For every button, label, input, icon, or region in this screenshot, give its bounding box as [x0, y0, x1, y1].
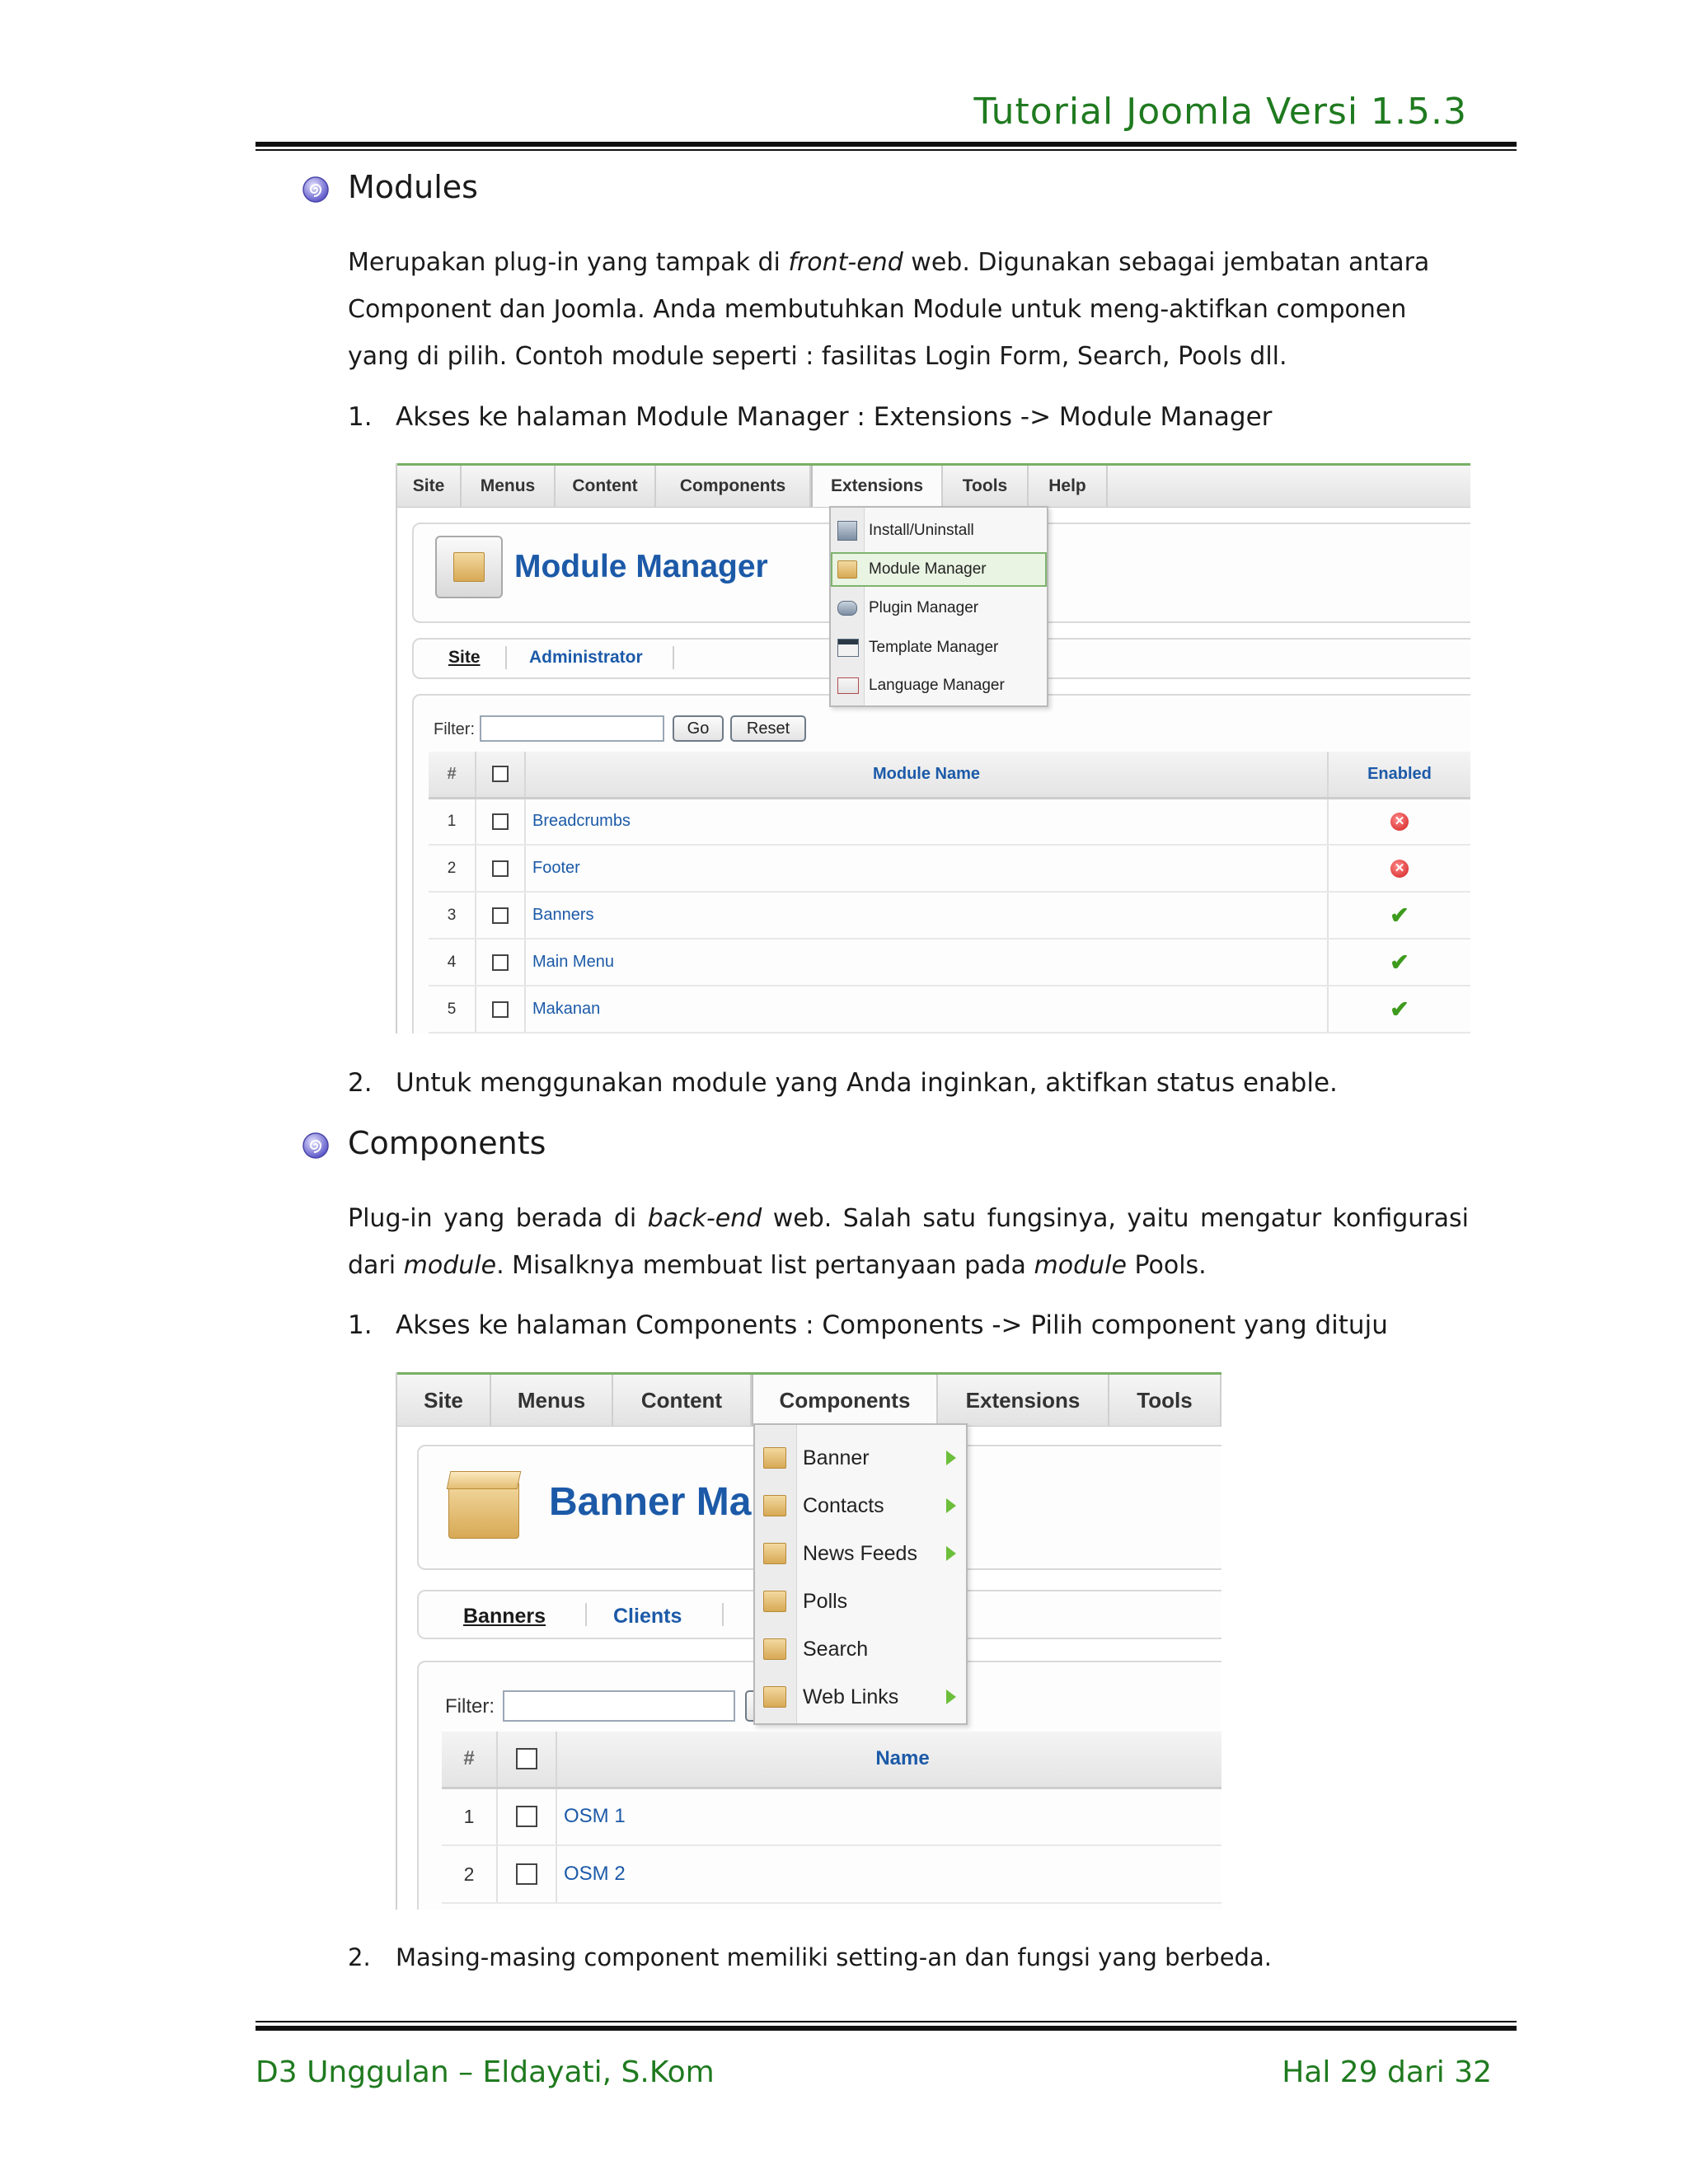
modules-table	[429, 752, 1470, 1033]
page-title: Module Manager	[514, 549, 768, 584]
modules-para-emphasis: front-end	[788, 248, 903, 277]
select-all-checkbox[interactable]	[516, 1748, 537, 1769]
submenu-arrow-icon	[946, 1498, 956, 1513]
subtab-divider	[722, 1603, 724, 1626]
disabled-x-icon[interactable]: ✕	[1390, 860, 1409, 878]
row-checkbox[interactable]	[492, 813, 509, 830]
banner-icon	[763, 1447, 786, 1469]
modules-para-text-2: web. Digunakan sebagai jembatan antara Component dan Joomla. Anda membutuhkan Module untuk meng-aktifkan componen yang di pilih. Contoh module seperti : fasilitas Login Form, Search, Pools dll.	[348, 248, 1430, 371]
footer-page-number: Hal 29 dari 32	[1282, 2055, 1492, 2089]
modules-para-text-1: Merupakan plug-in yang tampak di	[348, 248, 789, 277]
install-icon	[837, 521, 857, 541]
table-row	[442, 1845, 1221, 1903]
submenu-arrow-icon	[946, 1690, 956, 1704]
menu-components[interactable]: Components	[752, 1375, 938, 1426]
table-row	[429, 986, 1470, 1033]
filter-input[interactable]	[503, 1690, 735, 1722]
components-heading: Components	[348, 1125, 546, 1161]
banner-box-icon	[443, 1463, 523, 1542]
menu-tools[interactable]: Tools	[943, 466, 1029, 507]
dropdown-item-web-links[interactable]: Web Links	[755, 1675, 966, 1718]
components-para-emphasis-1: back-end	[647, 1204, 762, 1233]
dropdown-item-polls[interactable]: Polls	[755, 1580, 966, 1623]
col-enabled[interactable]: Enabled	[1328, 752, 1470, 798]
menu-site[interactable]: Site	[397, 1375, 491, 1426]
menu-extensions[interactable]: Extensions	[811, 466, 943, 507]
module-name-link[interactable]: Main Menu	[525, 939, 1328, 986]
row-checkbox[interactable]	[516, 1863, 537, 1885]
dropdown-item-template-manager[interactable]: Template Manager	[831, 631, 1047, 664]
col-number: #	[429, 752, 476, 798]
disabled-x-icon[interactable]: ✕	[1390, 813, 1409, 831]
dropdown-item-plugin-manager[interactable]: Plugin Manager	[831, 592, 1047, 625]
row-number: 3	[429, 892, 476, 939]
module-name-link[interactable]: Breadcrumbs	[525, 798, 1328, 845]
language-icon	[837, 677, 859, 694]
menu-menus[interactable]: Menus	[462, 466, 556, 507]
row-number: 5	[429, 986, 476, 1033]
menu-site[interactable]: Site	[397, 466, 462, 507]
dropdown-item-install-uninstall[interactable]: Install/Uninstall	[831, 514, 1047, 547]
subtab-banners[interactable]: Banners	[463, 1605, 546, 1628]
row-number: 1	[442, 1788, 497, 1845]
components-para-emphasis-3: module	[1034, 1251, 1127, 1280]
header-rule-thick	[256, 142, 1517, 147]
row-number: 2	[442, 1845, 497, 1903]
contacts-icon	[763, 1495, 786, 1516]
row-number: 4	[429, 939, 476, 986]
module-name-link[interactable]: Banners	[525, 892, 1328, 939]
news-feeds-icon	[763, 1543, 786, 1564]
dropdown-item-banner[interactable]: Banner	[755, 1436, 966, 1479]
filter-label: Filter:	[445, 1695, 495, 1718]
footer-author: D3 Unggulan – Eldayati, S.Kom	[256, 2055, 715, 2089]
admin-menubar	[397, 463, 1470, 508]
module-manager-icon	[435, 536, 503, 598]
row-checkbox[interactable]	[516, 1806, 537, 1827]
components-para-text-1: Plug-in yang berada di	[348, 1204, 648, 1233]
menu-menus[interactable]: Menus	[491, 1375, 613, 1426]
row-number: 1	[429, 798, 476, 845]
dropdown-item-search[interactable]: Search	[755, 1628, 966, 1671]
components-para-text-2: web. Salah satu fungsinya, yaitu mengatur konfigurasi dari	[348, 1204, 1469, 1280]
menu-tools[interactable]: Tools	[1109, 1375, 1221, 1426]
components-dropdown	[753, 1423, 968, 1725]
search-icon	[763, 1638, 786, 1660]
step-number: 1.	[348, 1310, 373, 1340]
menu-help[interactable]: Help	[1029, 466, 1108, 507]
step-text: Akses ke halaman Module Manager : Extensions -> Module Manager	[396, 402, 1273, 432]
go-button[interactable]: Go	[673, 715, 724, 742]
step-text: Untuk menggunakan module yang Anda inginkan, aktifkan status enable.	[396, 1068, 1338, 1098]
dropdown-item-news-feeds[interactable]: News Feeds	[755, 1532, 966, 1575]
dropdown-item-language-manager[interactable]: Language Manager	[831, 669, 1047, 702]
table-row	[429, 798, 1470, 845]
row-checkbox[interactable]	[492, 954, 509, 971]
modules-heading: Modules	[348, 169, 478, 205]
reset-button[interactable]: Reset	[730, 715, 806, 742]
menu-components[interactable]: Components	[656, 466, 811, 507]
table-row	[442, 1788, 1221, 1845]
components-screenshot	[396, 1372, 1221, 1910]
module-icon	[837, 560, 857, 579]
col-number: #	[442, 1732, 497, 1788]
spiral-bullet-icon	[302, 1132, 330, 1160]
row-checkbox[interactable]	[492, 860, 509, 877]
plugin-icon	[837, 601, 857, 616]
subtab-divider	[505, 646, 507, 669]
dropdown-item-module-manager[interactable]: Module Manager	[831, 552, 1047, 587]
filter-label: Filter:	[434, 720, 475, 738]
subtab-site[interactable]: Site	[448, 648, 481, 667]
spiral-bullet-icon	[302, 176, 330, 204]
footer-rule-thin	[256, 2021, 1517, 2022]
row-checkbox[interactable]	[492, 907, 509, 924]
subtab-administrator[interactable]: Administrator	[529, 648, 643, 667]
step-text: Masing-masing component memiliki setting-an dan fungsi yang berbeda.	[396, 1943, 1272, 1971]
menu-extensions[interactable]: Extensions	[938, 1375, 1109, 1426]
submenu-arrow-icon	[946, 1546, 956, 1561]
enabled-check-icon[interactable]: ✔	[1390, 949, 1409, 975]
col-select-all[interactable]	[497, 1732, 556, 1788]
admin-menubar	[397, 1372, 1221, 1427]
table-row	[429, 845, 1470, 892]
row-checkbox[interactable]	[492, 1001, 509, 1018]
step-text: Akses ke halaman Components : Components -> Pilih component yang dituju	[396, 1310, 1388, 1340]
components-para-emphasis-2: module	[403, 1251, 497, 1280]
col-select-all[interactable]	[476, 752, 525, 798]
filter-input[interactable]	[480, 715, 664, 742]
polls-icon	[763, 1591, 786, 1612]
modules-paragraph	[348, 239, 1469, 380]
table-row	[429, 939, 1470, 986]
col-module-name[interactable]: Module Name	[525, 752, 1328, 798]
module-name-link[interactable]: Makanan	[525, 986, 1328, 1033]
page-title: Banner Ma	[549, 1480, 752, 1524]
enabled-check-icon[interactable]: ✔	[1390, 996, 1409, 1022]
footer-rule-thick	[256, 2026, 1517, 2031]
header-rule-thin	[256, 149, 1517, 151]
template-icon	[837, 639, 859, 657]
row-number: 2	[429, 845, 476, 892]
banner-name-link[interactable]: OSM 2	[556, 1845, 1221, 1903]
step-number: 1.	[348, 402, 373, 432]
dropdown-item-contacts[interactable]: Contacts	[755, 1484, 966, 1527]
page-header-title: Tutorial Joomla Versi 1.5.3	[973, 91, 1467, 133]
banner-name-link[interactable]: OSM 1	[556, 1788, 1221, 1845]
components-para-text-3: . Misalknya membuat list pertanyaan pada	[496, 1251, 1034, 1280]
components-para-text-4: Pools.	[1126, 1251, 1207, 1280]
components-paragraph	[348, 1195, 1469, 1289]
menu-content[interactable]: Content	[613, 1375, 752, 1426]
step-number: 2.	[348, 1943, 371, 1971]
select-all-checkbox[interactable]	[492, 766, 509, 782]
banners-table	[442, 1732, 1221, 1904]
table-row	[429, 892, 1470, 939]
enabled-check-icon[interactable]: ✔	[1390, 902, 1409, 928]
module-name-link[interactable]: Footer	[525, 845, 1328, 892]
module-manager-screenshot	[396, 463, 1470, 1033]
step-number: 2.	[348, 1068, 373, 1098]
web-links-icon	[763, 1686, 786, 1708]
submenu-arrow-icon	[946, 1451, 956, 1465]
subtab-divider	[585, 1603, 587, 1626]
extensions-dropdown	[829, 506, 1048, 707]
menu-content[interactable]: Content	[556, 466, 656, 507]
subtab-clients[interactable]: Clients	[613, 1605, 682, 1628]
col-name[interactable]: Name	[556, 1732, 1221, 1788]
subtab-divider	[673, 646, 674, 669]
